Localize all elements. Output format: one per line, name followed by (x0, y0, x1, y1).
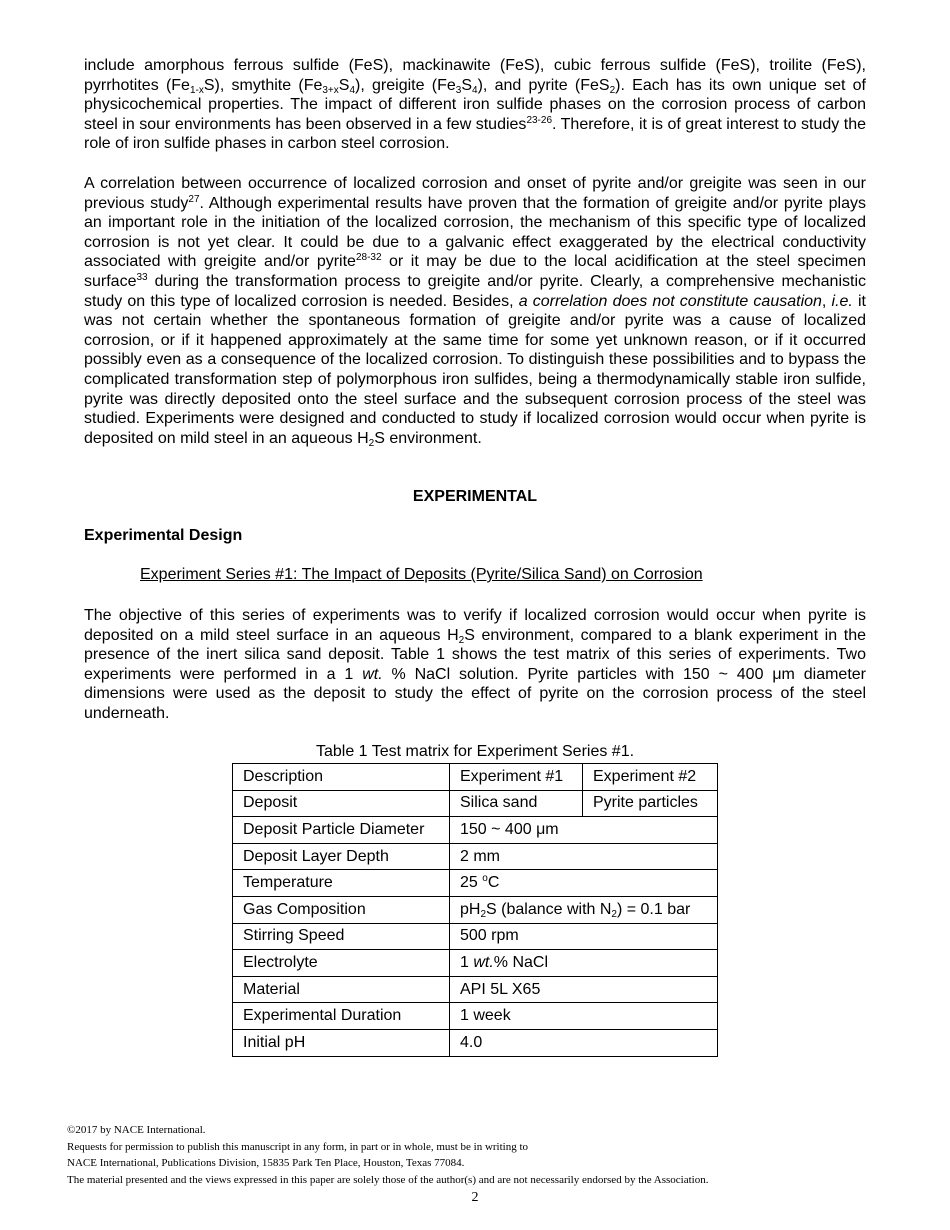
table-cell: Electrolyte (233, 950, 450, 977)
table-row (233, 1029, 718, 1056)
table-row (233, 843, 718, 870)
footer-line: ©2017 by NACE International. (67, 1124, 206, 1136)
table-cell: Pyrite particles (583, 790, 718, 817)
table-cell: 500 rpm (450, 923, 718, 950)
section-heading: EXPERIMENTAL (412, 488, 538, 505)
footer-line: NACE International, Publications Division, 15835 Park Ten Place, Houston, Texas 77084. (67, 1157, 465, 1169)
table-cell: 2 mm (450, 843, 718, 870)
table-cell: Experiment #2 (583, 764, 718, 791)
paragraph-objective: The objective of this series of experiments was to verify if localized corrosion would occur when pyrite is deposited on a mild steel surface in an aqueous $H_2S$ environment, compared to a blank experiment in the presence of the inert silica sand deposit. Table 1 shows the test matrix of this series of experiments. Two experiments were performed in a 1 wt. % NaCl solution. Pyrite particles with 150 ~ 400 μm diameter dimensions were used as the deposit to study the effect of pyrite on the corrosion process of the steel underneath. (84, 607, 866, 722)
citation: 33 (136, 271, 148, 283)
table-cell: Deposit Particle Diameter (233, 817, 450, 844)
subsection-heading: Experimental Design (84, 527, 243, 544)
table-cell: 25 $^o$C (450, 870, 718, 897)
table-row (233, 790, 718, 817)
citation: 23-26 (526, 114, 553, 126)
table-cell: Stirring Speed (233, 923, 450, 950)
citation: 28-32 (355, 252, 382, 264)
copyright-footer (67, 1122, 708, 1188)
footer-line: The material presented and the views expressed in this paper are solely those of the author(s) and are not necessarily endorsed by the Association. (67, 1173, 709, 1186)
table-row (233, 896, 718, 923)
table-caption: Table 1 Test matrix for Experiment Series #1. (315, 743, 635, 760)
table-cell: 150 ~ 400 μm (450, 817, 718, 844)
table-cell: Experiment #1 (450, 764, 583, 791)
table-row (233, 1003, 718, 1030)
table-cell: Deposit Layer Depth (233, 843, 450, 870)
table-cell: Initial pH (233, 1029, 450, 1056)
table-cell: Material (233, 976, 450, 1003)
table-cell: 1 wt.% NaCl (450, 950, 718, 977)
table-cell: Deposit (233, 790, 450, 817)
paragraph-iron-sulfide-phases: include amorphous ferrous sulfide (FeS), mackinawite (FeS), cubic ferrous sulfide (FeS), troilite (FeS), pyrrhotites $(Fe_{1-x}S)$, smythite $(Fe_{3+x}S_4)$, greigite $(Fe_3S_4)$, and pyrite (FeS$_2$). Each has its own unique set of physicochemical properties. The impact of different iron sulfide phases on the corrosion process of carbon steel in sour environments has been observed in a few studies$^{23-26}$. Therefore, it is of great interest to study the role of iron sulfide phases in carbon steel corrosion. (84, 57, 867, 153)
page-number: 2 (471, 1190, 479, 1205)
table-row (233, 976, 718, 1003)
table-cell: Gas Composition (233, 896, 450, 923)
paragraph-localized-corrosion: A correlation between occurrence of localized corrosion and onset of pyrite and/or greigite was seen in our previous study$^{27}$. Although experimental results have proven that the formation of greigite and/or pyrite plays an important role in the initiation of the localized corrosion, the mechanism of this specific type of localized corrosion is not yet clear. It could be due to a galvanic effect exaggerated by the electrical conductivity associated with greigite and/or pyrite$^{28-32}$ or it may be due to the local acidification at the steel specimen surface$^{33}$ during the transformation process to greigite and/or pyrite. Clearly, a comprehensive mechanistic study on this type of localized corrosion is needed. Besides, a correlation does not constitute causation, i.e. it was not certain whether the spontaneous formation of greigite and/or pyrite was a cause of localized corrosion, or if it happened approximately at the same time for some yet unknown reason, or if it occurred possibly even as a consequence of the localized corrosion. To distinguish these possibilities and to bypass the complicated transformation step of polymorphous iron sulfides, being a thermodynamically stable iron sulfide, pyrite was directly deposited onto the steel surface and the subsequent corrosion process of the steel was studied. Experiments were designed and conducted to study if localized corrosion would occur when pyrite is deposited on mild steel in an aqueous $H_2S$ environment. (84, 175, 867, 449)
citation: 27 (188, 193, 200, 205)
table-cell: Silica sand (450, 790, 583, 817)
series-title: Experiment Series #1: The Impact of Deposits (Pyrite/Silica Sand) on Corrosion (140, 566, 703, 583)
table-row (233, 923, 718, 950)
table-cell: API 5L X65 (450, 976, 718, 1003)
table-cell: Description (233, 764, 450, 791)
test-matrix-table (232, 763, 718, 1057)
table-row (233, 817, 718, 844)
table-row (233, 870, 718, 897)
table-header-row (233, 764, 718, 791)
table-cell: $pH_2S$ (balance with $N_2) = 0.1$ bar (450, 896, 718, 923)
table-row (233, 950, 718, 977)
table-cell: Temperature (233, 870, 450, 897)
table-cell: 4.0 (450, 1029, 718, 1056)
footer-line: Requests for permission to publish this manuscript in any form, in part or in whole, must be in writing to (67, 1140, 529, 1153)
table-cell: 1 week (450, 1003, 718, 1030)
table-cell: Experimental Duration (233, 1003, 450, 1030)
